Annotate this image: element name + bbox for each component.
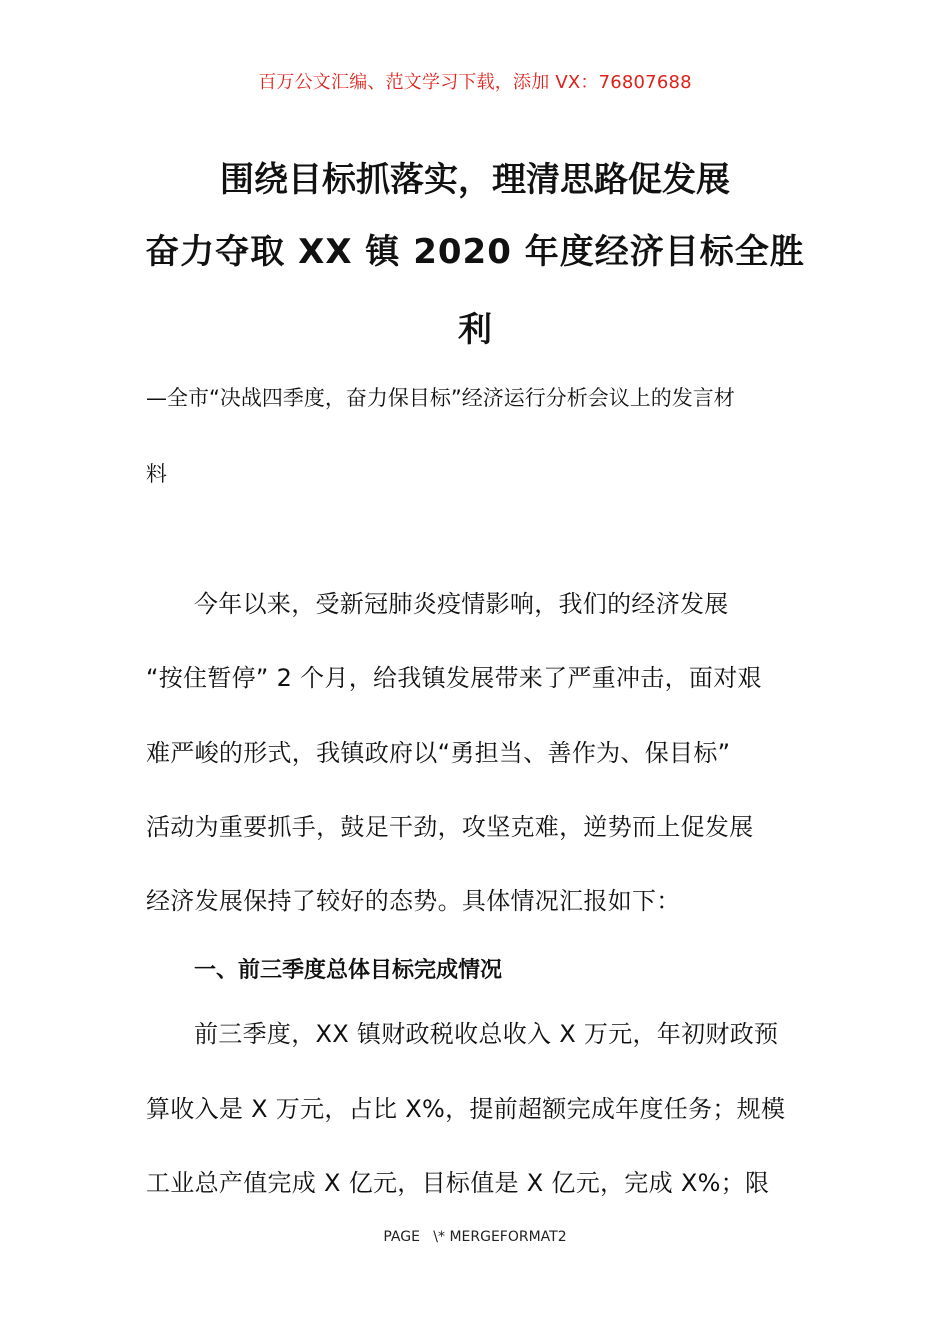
subtitle-line-2: 料 [146,462,167,486]
section-heading-1: 一、前三季度总体目标完成情况 [194,958,503,983]
title-line-1: 围绕目标抓落实，理清思路促发展 [220,160,730,200]
subtitle-line-1: —全市“决战四季度，奋力保目标”经济运行分析会议上的发言材 [146,386,735,410]
paragraph-2-line-2: 算收入是 X 万元，占比 X%，提前超额完成年度任务；规模 [146,1095,786,1123]
title-line-2: 奋力夺取 XX 镇 2020 年度经济目标全胜 [145,232,805,272]
title-line-3: 利 [458,310,492,350]
footer-page-field: PAGE \* MERGEFORMAT2 [383,1229,567,1245]
paragraph-1-line-1: 今年以来，受新冠肺炎疫情影响，我们的经济发展 [194,590,729,618]
paragraph-2-line-1: 前三季度，XX 镇财政税收总收入 X 万元，年初财政预 [194,1020,779,1048]
paragraph-1-line-2: “按住暂停” 2 个月，给我镇发展带来了严重冲击，面对艰 [146,664,762,692]
paragraph-2-line-3: 工业总产值完成 X 亿元，目标值是 X 亿元，完成 X%；限 [146,1169,770,1197]
paragraph-1-line-4: 活动为重要抓手，鼓足干劲，攻坚克难，逆势而上促发展 [146,813,754,841]
header-watermark-note: 百万公文汇编、范文学习下载，添加 VX：76807688 [258,72,692,93]
paragraph-1-line-3: 难严峻的形式，我镇政府以“勇担当、善作为、保目标” [146,739,731,767]
paragraph-1-line-5: 经济发展保持了较好的态势。具体情况汇报如下： [146,887,681,915]
